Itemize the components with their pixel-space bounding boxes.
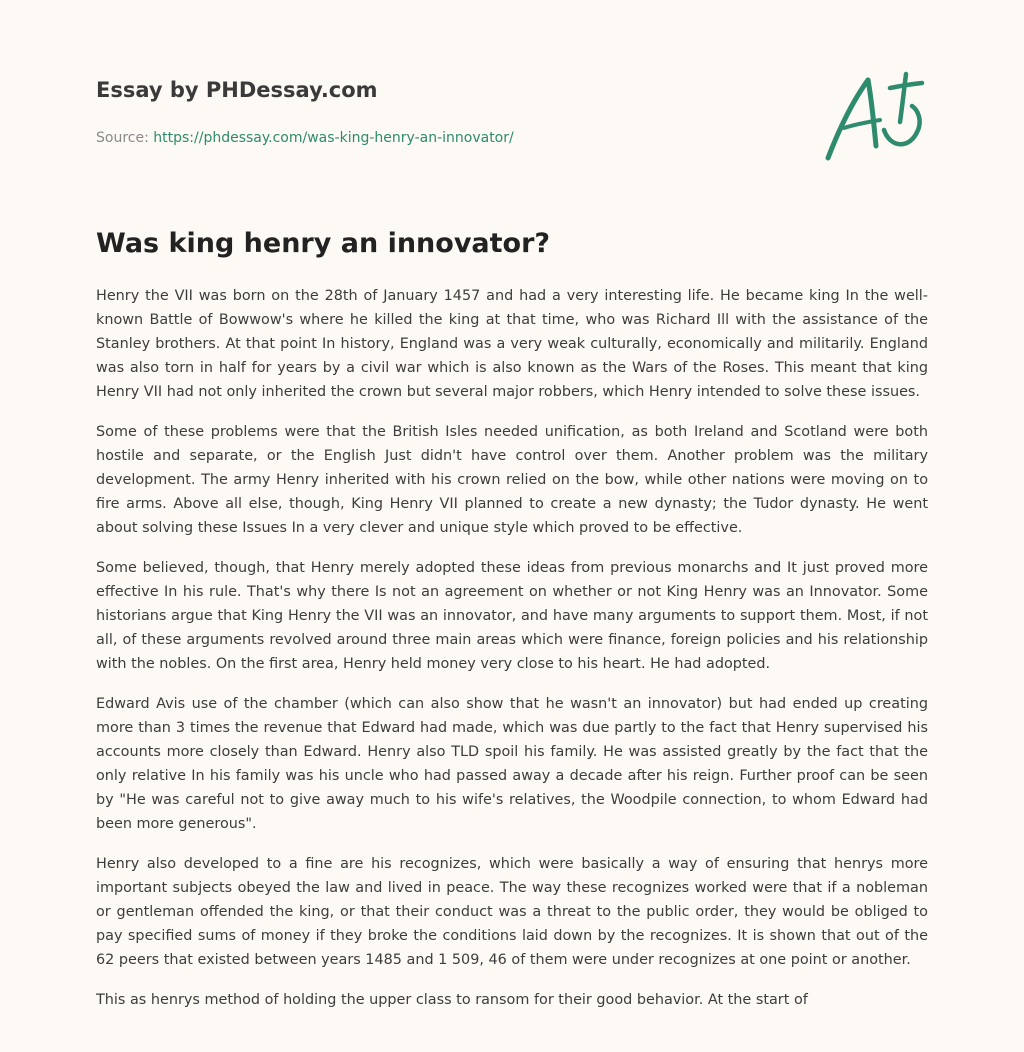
essay-body	[96, 284, 928, 1028]
source-label: Source:	[96, 130, 154, 146]
essay-paragraph: Some of these problems were that the British Isles needed unification, as both Ireland and Scotland were both hostile and separate, or the English Just didn't have control over them. Another problem was the military development. The army Henry inherited with his crown relied on the bow, while other nations were moving on to fire arms. Above all else, though, King Henry VII planned to create a new dynasty; the Tudor dynasty. He went about solving these Issues In a very clever and unique style which proved to be effective.	[96, 424, 928, 536]
source-line	[96, 128, 736, 148]
essay-paragraph: Edward Avis use of the chamber (which can also show that he wasn't an innovator) but had ended up creating more than 3 times the revenue that Edward had made, which was due partly to the fact that Henry supervised his accounts more closely than Edward. Henry also TLD spoil his family. He was assisted greatly by the fact that the only relative In his family was his uncle who had passed away a decade after his reign. Further proof can be seen by "He was careful not to give away much to his wife's relatives, the Woodpile connection, to whom Edward had been more generous".	[96, 696, 928, 832]
source-link[interactable]: https://phdessay.com/was-king-henry-an-innovator/	[153, 130, 514, 146]
essay-title: Was king henry an innovator?	[96, 228, 551, 259]
a-plus-logo-icon	[818, 66, 930, 166]
essay-paragraph: Henry also developed to a fine are his recognizes, which were basically a way of ensuring that henrys more important subjects obeyed the law and lived in peace. The way these recognizes worked were that if a nobleman or gentleman offended the king, or that their conduct was a threat to the public order, they would be obliged to pay specified sums of money if they broke the conditions laid down by the recognizes. It is shown that out of the 62 peers that existed between years 1485 and 1 509, 46 of them were under recognizes at one point or another.	[96, 856, 928, 968]
essay-paragraph: This as henrys method of holding the upper class to ransom for their good behavior. At the start of	[96, 992, 808, 1008]
brand-title: Essay by PHDessay.com	[96, 78, 378, 102]
essay-paragraph: Henry the VII was born on the 28th of January 1457 and had a very interesting life. He became king In the well-known Battle of Bowwow's where he killed the king at that time, who was Richard Ill with the assistance of the Stanley brothers. At that point In history, England was a very weak culturally, economically and militarily. England was also torn in half for years by a civil war which is also known as the Wars of the Roses. This meant that king Henry VII had not only inherited the crown but several major robbers, which Henry intended to solve these issues.	[96, 288, 928, 400]
essay-header	[96, 76, 736, 148]
essay-paragraph: Some believed, though, that Henry merely adopted these ideas from previous monarchs and It just proved more effective In his rule. That's why there Is not an agreement on whether or not King Henry was an Innovator. Some historians argue that King Henry the VII was an innovator, and have many arguments to support them. Most, if not all, of these arguments revolved around three main areas which were finance, foreign policies and his relationship with the nobles. On the first area, Henry held money very close to his heart. He had adopted.	[96, 560, 928, 672]
